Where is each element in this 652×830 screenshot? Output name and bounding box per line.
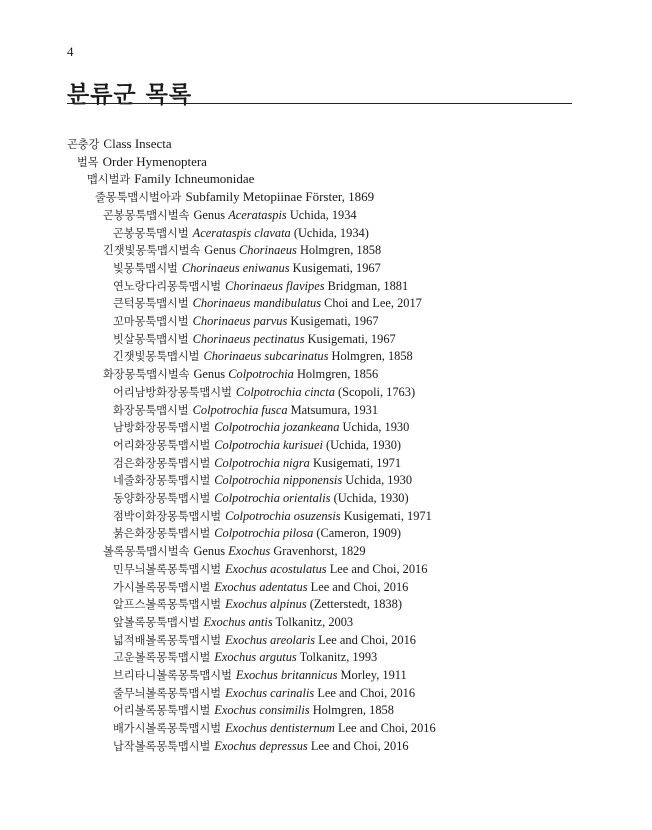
page-title: 분류군 목록 — [67, 82, 193, 108]
taxon-entry — [113, 260, 381, 277]
author-year: (Zetterstedt, 1838) — [306, 597, 402, 612]
korean-name: 고운볼록몽툭맵시벌 — [113, 651, 211, 665]
korean-name: 앞볼록몽툭맵시벌 — [113, 615, 200, 629]
scientific-name: Colpotrochia jozankeana — [214, 420, 340, 435]
scientific-name: Exochus consimilis — [214, 703, 310, 718]
author-year: Choi and Lee, 2017 — [321, 296, 422, 311]
korean-name: 연노랑다리몽툭맵시벌 — [113, 279, 222, 293]
author-year: Holmgren, 1858 — [296, 243, 382, 258]
korean-name: 붉은화장몽툭맵시벌 — [113, 527, 211, 541]
korean-name: 검은화장몽툭맵시벌 — [113, 456, 211, 470]
korean-name: 네줄화장몽툭맵시벌 — [113, 474, 211, 488]
scientific-name: Exochus acostulatus — [225, 561, 327, 576]
korean-name: 어리볼록몽툭맵시벌 — [113, 704, 211, 718]
korean-name: 납작볼록몽툭맵시벌 — [113, 739, 211, 753]
korean-name: 브리타니볼록몽툭맵시벌 — [113, 669, 232, 682]
author-year: (Uchida, 1930) — [322, 437, 402, 452]
author-year: (Scopoli, 1763) — [334, 384, 416, 399]
taxon-entry — [113, 455, 401, 472]
author-year: Lee and Choi, 2016 — [334, 721, 436, 736]
taxon-entry — [113, 402, 378, 419]
taxon-entry — [113, 419, 409, 436]
taxon-entry — [113, 561, 427, 578]
scientific-name: Exochus argutus — [214, 650, 297, 665]
taxon-entry — [113, 384, 415, 401]
korean-name: 화장몽툭맵시벌 — [113, 403, 189, 417]
scientific-name: Acerataspis — [228, 207, 287, 222]
author-year: Lee and Choi, 2016 — [314, 685, 416, 700]
scientific-name: Chorinaeus pectinatus — [192, 331, 305, 346]
author-year: Matsumura, 1931 — [287, 402, 379, 417]
author-year: Bridgman, 1881 — [324, 278, 409, 293]
korean-name: 빗살몽툭맵시벌 — [113, 332, 189, 346]
korean-name: 넓적배볼록몽툭맵시벌 — [113, 633, 222, 647]
taxon-entry — [113, 508, 432, 525]
taxon-entry — [113, 738, 409, 755]
korean-name: 민무늬볼록몽툭맵시벌 — [113, 562, 222, 576]
taxon-entry — [103, 543, 366, 560]
taxon-entry — [113, 348, 413, 365]
taxon-entry — [113, 437, 401, 454]
korean-name: 곤충강 — [67, 138, 100, 151]
taxon-entry — [103, 366, 378, 383]
author-year: Uchida, 1934 — [286, 207, 357, 222]
taxon-entry — [113, 295, 422, 312]
taxon-entry — [103, 242, 381, 259]
korean-name: 큰턱몽툭맵시벌 — [113, 297, 189, 311]
rank-label: Genus — [193, 367, 229, 382]
author-year: Morley, 1911 — [337, 668, 407, 682]
taxon-entry — [87, 171, 254, 188]
rank-label: Genus — [193, 207, 229, 222]
scientific-name: Colpotrochia osuzensis — [225, 508, 341, 523]
scientific-name: Colpotrochia — [228, 367, 294, 382]
taxon-entry — [113, 649, 377, 666]
author-year: (Cameron, 1909) — [313, 526, 402, 541]
korean-name: 빛몽툭맵시벌 — [113, 261, 178, 275]
korean-name: 어리화장몽툭맵시벌 — [113, 438, 211, 452]
author-year: (Uchida, 1930) — [330, 491, 409, 505]
scientific-name: Chorinaeus subcarinatus — [203, 349, 329, 364]
scientific-name: Exochus depressus — [214, 738, 308, 753]
author-year: Lee and Choi, 2016 — [307, 579, 409, 594]
korean-name: 동양화장몽툭맵시벌 — [113, 492, 211, 505]
korean-name: 맵시벌과 — [87, 173, 131, 187]
scientific-name: Acerataspis clavata — [192, 225, 291, 240]
korean-name: 볼록몽툭맵시벌속 — [103, 545, 190, 559]
taxon-entry — [113, 225, 369, 242]
taxon-entry — [77, 154, 207, 171]
scientific-name: Chorinaeus flavipes — [225, 278, 325, 293]
korean-name: 긴잿빛몽툭맵시벌속 — [103, 244, 201, 258]
scientific-name: Exochus carinalis — [225, 685, 315, 700]
scientific-name: Exochus britannicus — [235, 668, 338, 682]
korean-name: 줄몽툭맵시벌아과 — [95, 191, 182, 205]
taxon-entry — [113, 525, 401, 542]
author-year: Gravenhorst, 1829 — [270, 544, 366, 559]
korean-name: 긴잿빛몽툭맵시벌 — [113, 350, 200, 364]
korean-name: 곤봉몽툭맵시벌 — [113, 226, 189, 240]
korean-name: 곤봉몽툭맵시벌속 — [103, 208, 190, 222]
scientific-name: Exochus dentisternum — [225, 721, 335, 736]
korean-name: 점박이화장몽툭맵시벌 — [113, 509, 222, 523]
rank-label: Order Hymenoptera — [102, 153, 207, 169]
korean-name: 화장몽툭맵시벌속 — [103, 368, 190, 382]
scientific-name: Exochus antis — [203, 614, 273, 629]
taxon-entry — [113, 278, 408, 295]
taxon-entry — [113, 331, 396, 348]
scientific-name: Exochus — [228, 544, 271, 559]
author-year: (Uchida, 1934) — [290, 225, 369, 240]
taxon-entry — [113, 667, 407, 684]
scientific-name: Chorinaeus mandibulatus — [192, 296, 322, 311]
taxon-entry — [113, 313, 379, 330]
taxon-entry — [113, 490, 409, 507]
scientific-name: Colpotrochia nigra — [214, 455, 310, 470]
scientific-name: Exochus areolaris — [225, 632, 316, 647]
scientific-name: Chorinaeus eniwanus — [181, 260, 290, 275]
scientific-name: Exochus alpinus — [225, 597, 307, 612]
scientific-name: Colpotrochia nipponensis — [214, 473, 343, 488]
author-year: Kusigemati, 1971 — [340, 508, 432, 523]
author-year: Lee and Choi, 2016 — [315, 632, 416, 647]
korean-name: 배가시볼록몽툭맵시벌 — [113, 722, 222, 736]
rank-label: Subfamily Metopiinae Förster, 1869 — [185, 189, 375, 205]
rank-label: Family Ichneumonidae — [134, 171, 255, 187]
author-year: Tolkanitz, 1993 — [296, 650, 378, 665]
taxon-entry — [113, 614, 353, 631]
taxon-entry — [113, 596, 402, 613]
taxon-entry — [113, 720, 436, 737]
taxon-entry — [113, 579, 408, 596]
taxon-entry — [67, 136, 172, 153]
korean-name: 줄무늬볼록몽툭맵시벌 — [113, 686, 222, 700]
taxon-entry — [113, 632, 416, 649]
author-year: Holmgren, 1856 — [293, 367, 379, 382]
author-year: Kusigemati, 1967 — [304, 331, 396, 346]
korean-name: 알프스볼록몽툭맵시벌 — [113, 598, 222, 612]
author-year: Kusigemati, 1971 — [309, 455, 402, 470]
rank-label: Class Insecta — [103, 136, 172, 151]
scientific-name: Chorinaeus — [239, 243, 297, 258]
taxon-entry — [113, 702, 394, 719]
author-year: Holmgren, 1858 — [309, 703, 394, 718]
taxon-entry — [95, 189, 374, 206]
korean-name: 가시볼록몽툭맵시벌 — [113, 580, 211, 594]
korean-name: 벌목 — [77, 155, 99, 169]
scientific-name: Exochus adentatus — [214, 579, 308, 594]
korean-name: 남방화장몽툭맵시벌 — [113, 421, 211, 435]
page-number: 4 — [67, 44, 74, 59]
rank-label: Genus — [204, 243, 240, 258]
author-year: Uchida, 1930 — [342, 473, 413, 488]
author-year: Uchida, 1930 — [339, 420, 410, 435]
taxon-entry — [113, 685, 415, 702]
scientific-name: Colpotrochia cincta — [235, 384, 335, 399]
korean-name: 꼬마몽툭맵시벌 — [113, 315, 189, 328]
korean-name: 어리남방화장몽툭맵시벌 — [113, 385, 232, 399]
scientific-name: Colpotrochia fusca — [192, 402, 288, 417]
author-year: Tolkanitz, 2003 — [272, 614, 354, 629]
author-year: Lee and Choi, 2016 — [326, 561, 428, 576]
scientific-name: Chorinaeus parvus — [192, 314, 288, 328]
taxon-entry — [103, 207, 357, 224]
author-year: Lee and Choi, 2016 — [307, 738, 409, 753]
author-year: Holmgren, 1858 — [328, 349, 413, 364]
taxon-entry — [113, 472, 412, 489]
scientific-name: Colpotrochia kurisuei — [214, 437, 323, 452]
rank-label: Genus — [193, 544, 229, 559]
scientific-name: Colpotrochia pilosa — [214, 526, 314, 541]
author-year: Kusigemati, 1967 — [289, 260, 381, 275]
scientific-name: Colpotrochia orientalis — [214, 491, 331, 505]
author-year: Kusigemati, 1967 — [287, 314, 379, 328]
